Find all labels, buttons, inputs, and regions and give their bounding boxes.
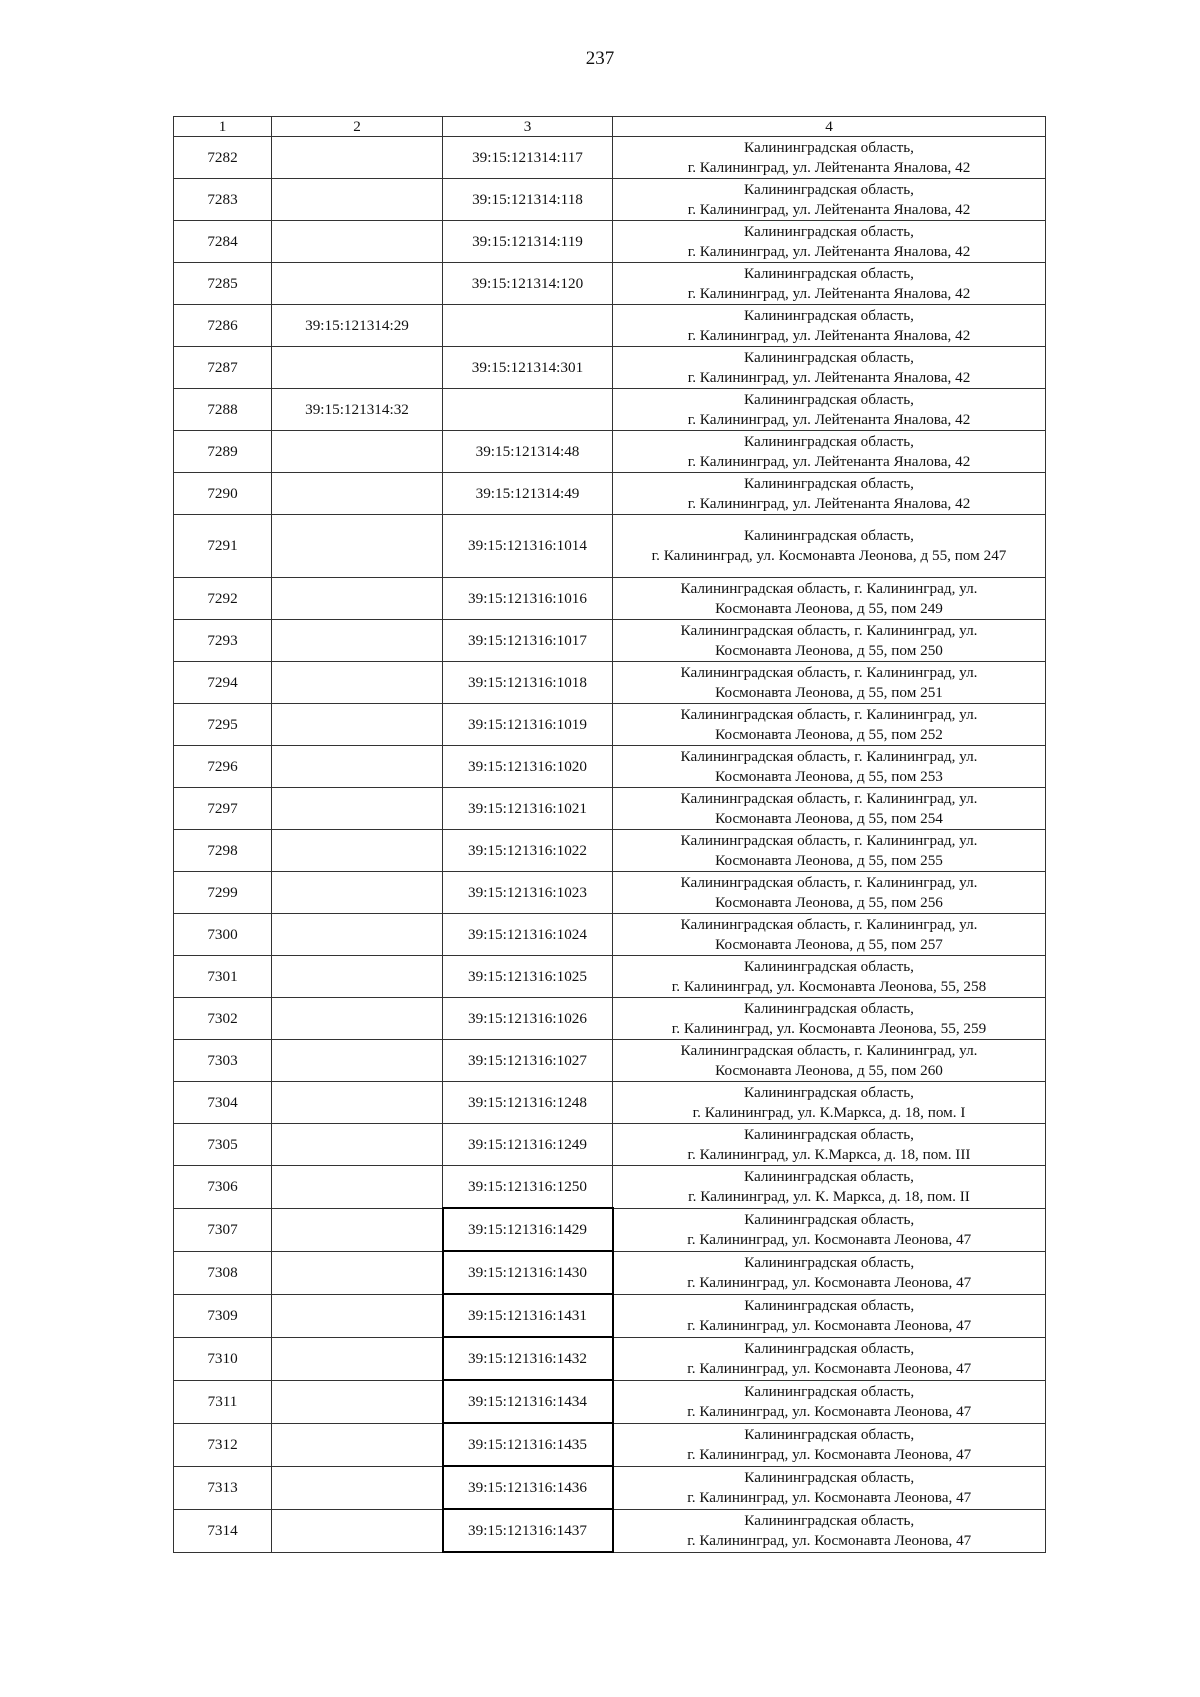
row-number-cell: 7297 [174,788,272,830]
table-row [174,788,1046,830]
parcel-number-cell [272,620,443,662]
row-number-cell: 7305 [174,1124,272,1166]
cadastral-number-cell: 39:15:121316:1025 [443,956,613,998]
address-line: Калининградская область, г. Калининград, ул. [680,831,978,849]
address-line: Калининградская область, г. Калининград, ул. [680,705,978,723]
address-line: Космонавта Леонова, д 55, пом 257 [715,935,943,953]
address-line: Калининградская область, [744,1083,914,1101]
address-line: Калининградская область, [744,432,914,450]
address-cell [613,179,1046,221]
cadastral-number-cell [443,305,613,347]
address-cell [613,1166,1046,1209]
table-row [174,1466,1046,1509]
parcel-number-cell [272,263,443,305]
address-line: г. Калининград, ул. Космонавта Леонова, 47 [687,1402,972,1420]
table-row [174,179,1046,221]
row-number-cell: 7309 [174,1294,272,1337]
address-line: Калининградская область, [744,1425,915,1443]
parcel-number-cell [272,473,443,515]
address-cell [613,221,1046,263]
address-line: г. Калининград, ул. Космонавта Леонова, 47 [687,1445,972,1463]
address-cell [613,347,1046,389]
cadastral-number-cell: 39:15:121314:117 [443,137,613,179]
address-cell [613,1251,1046,1294]
row-number-cell: 7282 [174,137,272,179]
row-number-cell: 7299 [174,872,272,914]
row-number-cell: 7290 [174,473,272,515]
address-line: г. Калининград, ул. Космонавта Леонова, д 55, пом 247 [651,547,1007,564]
column-header-4: 4 [613,117,1046,137]
parcel-number-cell [272,1208,443,1251]
table-row [174,1294,1046,1337]
table-row [174,1082,1046,1124]
table-row [174,389,1046,431]
address-cell [613,305,1046,347]
cadastral-number-cell: 39:15:121316:1436 [443,1466,613,1509]
cadastral-number-cell: 39:15:121316:1432 [443,1337,613,1380]
cadastral-number-cell: 39:15:121316:1250 [443,1166,613,1209]
address-line: Калининградская область, г. Калининград, ул. [680,663,978,681]
address-cell [613,578,1046,620]
table-row [174,830,1046,872]
address-line: Калининградская область, г. Калининград, ул. [680,747,978,765]
address-line: г. Калининград, ул. Космонавта Леонова, 47 [687,1359,972,1377]
address-line: Калининградская область, [744,1382,915,1400]
parcel-number-cell [272,1337,443,1380]
row-number-cell: 7286 [174,305,272,347]
address-cell [613,1124,1046,1166]
cadastral-number-cell: 39:15:121316:1437 [443,1509,613,1552]
table-row [174,1509,1046,1552]
row-number-cell: 7310 [174,1337,272,1380]
address-line: Космонавта Леонова, д 55, пом 249 [715,599,943,617]
table-row [174,956,1046,998]
address-cell [613,1423,1046,1466]
parcel-number-cell [272,998,443,1040]
cadastral-number-cell: 39:15:121316:1249 [443,1124,613,1166]
address-line: Калининградская область, г. Калининград, ул. [680,915,978,933]
address-cell [613,473,1046,515]
parcel-number-cell [272,578,443,620]
address-line: Калининградская область, [744,1210,915,1228]
address-line: Калининградская область, [744,1511,915,1529]
row-number-cell: 7303 [174,1040,272,1082]
table-row [174,221,1046,263]
address-cell [613,1509,1046,1552]
table-row [174,872,1046,914]
cadastral-number-cell: 39:15:121314:48 [443,431,613,473]
row-number-cell: 7292 [174,578,272,620]
address-line: Калининградская область, [744,180,914,198]
address-line: г. Калининград, ул. Космонавта Леонова, 55, 259 [671,1019,987,1037]
address-line: Космонавта Леонова, д 55, пом 251 [715,683,943,701]
address-line: г. Калининград, ул. Лейтенанта Яналова, 42 [687,284,971,302]
address-cell [613,1040,1046,1082]
table-row [174,1337,1046,1380]
address-line: Калининградская область, [744,474,914,492]
address-cell [613,1380,1046,1423]
parcel-number-cell [272,431,443,473]
address-cell [613,956,1046,998]
cadastral-number-cell: 39:15:121316:1020 [443,746,613,788]
registry-table [173,116,1046,1553]
cadastral-number-cell: 39:15:121316:1017 [443,620,613,662]
parcel-number-cell [272,1251,443,1294]
address-line: Калининградская область, [744,390,914,408]
address-line: Калининградская область, г. Калининград, ул. [680,621,978,639]
address-line: Калининградская область, [744,1339,915,1357]
column-header-2: 2 [272,117,443,137]
table-row [174,1124,1046,1166]
parcel-number-cell [272,1040,443,1082]
address-cell [613,620,1046,662]
table-row [174,578,1046,620]
address-line: Калининградская область, г. Калининград, ул. [680,873,978,891]
address-line: Калининградская область, [744,1125,914,1143]
cadastral-number-cell: 39:15:121316:1434 [443,1380,613,1423]
address-cell [613,998,1046,1040]
table-row [174,263,1046,305]
parcel-number-cell [272,1380,443,1423]
row-number-cell: 7288 [174,389,272,431]
parcel-number-cell [272,137,443,179]
row-number-cell: 7298 [174,830,272,872]
column-header-3: 3 [443,117,613,137]
parcel-number-cell [272,1423,443,1466]
table-row [174,515,1046,578]
row-number-cell: 7311 [174,1380,272,1423]
address-cell [613,662,1046,704]
address-cell [613,914,1046,956]
row-number-cell: 7284 [174,221,272,263]
page-number: 237 [585,48,615,69]
address-line: Калининградская область, [744,306,914,324]
cadastral-number-cell: 39:15:121316:1430 [443,1251,613,1294]
cadastral-number-cell: 39:15:121316:1248 [443,1082,613,1124]
row-number-cell: 7314 [174,1509,272,1552]
parcel-number-cell [272,788,443,830]
address-cell [613,1466,1046,1509]
address-line: Калининградская область, г. Калининград, ул. [680,789,978,807]
address-cell [613,788,1046,830]
table-row [174,347,1046,389]
address-line: Калининградская область, [744,999,914,1017]
row-number-cell: 7291 [174,515,272,578]
address-line: Космонавта Леонова, д 55, пом 255 [715,851,943,869]
row-number-cell: 7285 [174,263,272,305]
cadastral-number-cell: 39:15:121314:120 [443,263,613,305]
address-cell [613,704,1046,746]
cadastral-number-cell: 39:15:121316:1026 [443,998,613,1040]
cadastral-number-cell: 39:15:121316:1016 [443,578,613,620]
parcel-number-cell [272,956,443,998]
table-row [174,431,1046,473]
table-row [174,1251,1046,1294]
table-row [174,305,1046,347]
row-number-cell: 7295 [174,704,272,746]
address-line: Космонавта Леонова, д 55, пом 253 [715,767,943,785]
address-line: Космонавта Леонова, д 55, пом 260 [715,1061,943,1079]
address-line: г. Калининград, ул. Лейтенанта Яналова, 42 [687,494,971,512]
parcel-number-cell [272,1082,443,1124]
table-body [174,137,1046,1553]
cadastral-number-cell: 39:15:121316:1021 [443,788,613,830]
table-row [174,1166,1046,1209]
address-line: г. Калининград, ул. К.Маркса, д. 18, пом. III [687,1145,971,1163]
address-line: Калининградская область, [744,222,914,240]
table-row [174,1423,1046,1466]
parcel-number-cell [272,914,443,956]
row-number-cell: 7287 [174,347,272,389]
address-line: г. Калининград, ул. Космонавта Леонова, 47 [687,1531,972,1549]
cadastral-number-cell: 39:15:121316:1431 [443,1294,613,1337]
address-cell [613,263,1046,305]
cadastral-number-cell: 39:15:121314:118 [443,179,613,221]
row-number-cell: 7306 [174,1166,272,1209]
row-number-cell: 7289 [174,431,272,473]
parcel-number-cell [272,704,443,746]
address-line: Калининградская область, [744,1253,915,1271]
parcel-number-cell [272,221,443,263]
address-cell [613,431,1046,473]
table-row [174,746,1046,788]
row-number-cell: 7301 [174,956,272,998]
address-line: Калининградская область, [744,1468,915,1486]
row-number-cell: 7293 [174,620,272,662]
cadastral-number-cell [443,389,613,431]
parcel-number-cell [272,179,443,221]
parcel-number-cell [272,1124,443,1166]
row-number-cell: 7300 [174,914,272,956]
address-cell [613,137,1046,179]
cadastral-number-cell: 39:15:121316:1018 [443,662,613,704]
row-number-cell: 7283 [174,179,272,221]
parcel-number-cell: 39:15:121314:29 [272,305,443,347]
cadastral-number-cell: 39:15:121316:1014 [443,515,613,578]
cadastral-number-cell: 39:15:121316:1435 [443,1423,613,1466]
address-line: Калининградская область, [744,527,914,544]
address-line: г. Калининград, ул. Лейтенанта Яналова, 42 [687,368,971,386]
address-line: г. Калининград, ул. Космонавта Леонова, 47 [687,1230,972,1248]
address-line: г. Калининград, ул. Лейтенанта Яналова, 42 [687,242,971,260]
address-line: Калининградская область, [744,264,914,282]
table-header-row [174,117,1046,137]
address-line: Космонавта Леонова, д 55, пом 256 [715,893,943,911]
row-number-cell: 7312 [174,1423,272,1466]
address-line: Калининградская область, [744,138,914,156]
parcel-number-cell [272,1509,443,1552]
parcel-number-cell [272,1466,443,1509]
row-number-cell: 7296 [174,746,272,788]
address-line: Космонавта Леонова, д 55, пом 252 [715,725,943,743]
cadastral-number-cell: 39:15:121316:1019 [443,704,613,746]
table-row [174,1208,1046,1251]
parcel-number-cell [272,1294,443,1337]
table-row [174,137,1046,179]
parcel-number-cell [272,662,443,704]
table-row [174,704,1046,746]
address-line: г. Калининград, ул. Космонавта Леонова, 55, 258 [671,977,987,995]
table-row [174,998,1046,1040]
address-cell [613,746,1046,788]
address-line: Калининградская область, [744,1296,915,1314]
address-cell [613,830,1046,872]
address-cell [613,1082,1046,1124]
address-cell [613,515,1046,578]
column-header-1: 1 [174,117,272,137]
address-line: г. Калининград, ул. Космонавта Леонова, 47 [687,1316,972,1334]
parcel-number-cell [272,1166,443,1209]
table-row [174,473,1046,515]
row-number-cell: 7304 [174,1082,272,1124]
cadastral-number-cell: 39:15:121316:1429 [443,1208,613,1251]
cadastral-number-cell: 39:15:121316:1027 [443,1040,613,1082]
address-cell [613,1208,1046,1251]
table-row [174,1380,1046,1423]
table-row [174,914,1046,956]
table-row [174,620,1046,662]
row-number-cell: 7294 [174,662,272,704]
address-line: Калининградская область, [744,1167,914,1185]
address-line: г. Калининград, ул. Лейтенанта Яналова, 42 [687,410,971,428]
cadastral-number-cell: 39:15:121314:301 [443,347,613,389]
address-cell [613,872,1046,914]
address-cell [613,389,1046,431]
address-cell [613,1337,1046,1380]
parcel-number-cell [272,347,443,389]
address-line: г. Калининград, ул. Лейтенанта Яналова, 42 [687,452,971,470]
address-line: Калининградская область, г. Калининград, ул. [680,579,978,597]
table-row [174,662,1046,704]
row-number-cell: 7308 [174,1251,272,1294]
cadastral-number-cell: 39:15:121316:1023 [443,872,613,914]
address-line: Космонавта Леонова, д 55, пом 250 [715,641,943,659]
parcel-number-cell [272,872,443,914]
parcel-number-cell [272,746,443,788]
cadastral-number-cell: 39:15:121316:1022 [443,830,613,872]
address-line: Космонавта Леонова, д 55, пом 254 [715,809,943,827]
table-row [174,1040,1046,1082]
address-line: г. Калининград, ул. Лейтенанта Яналова, 42 [687,326,971,344]
cadastral-number-cell: 39:15:121316:1024 [443,914,613,956]
parcel-number-cell [272,515,443,578]
address-line: г. Калининград, ул. Космонавта Леонова, 47 [687,1273,972,1291]
address-line: Калининградская область, [744,957,914,975]
row-number-cell: 7307 [174,1208,272,1251]
address-line: Калининградская область, [744,348,914,366]
address-line: г. Калининград, ул. К. Маркса, д. 18, пом. II [688,1187,970,1205]
address-line: Калининградская область, г. Калининград, ул. [680,1041,978,1059]
parcel-number-cell: 39:15:121314:32 [272,389,443,431]
cadastral-number-cell: 39:15:121314:119 [443,221,613,263]
cadastral-number-cell: 39:15:121314:49 [443,473,613,515]
row-number-cell: 7302 [174,998,272,1040]
row-number-cell: 7313 [174,1466,272,1509]
address-cell [613,1294,1046,1337]
address-line: г. Калининград, ул. К.Маркса, д. 18, пом. I [692,1103,966,1121]
parcel-number-cell [272,830,443,872]
address-line: г. Калининград, ул. Лейтенанта Яналова, 42 [687,200,971,218]
address-line: г. Калининград, ул. Лейтенанта Яналова, 42 [687,158,971,176]
address-line: г. Калининград, ул. Космонавта Леонова, 47 [687,1488,972,1506]
